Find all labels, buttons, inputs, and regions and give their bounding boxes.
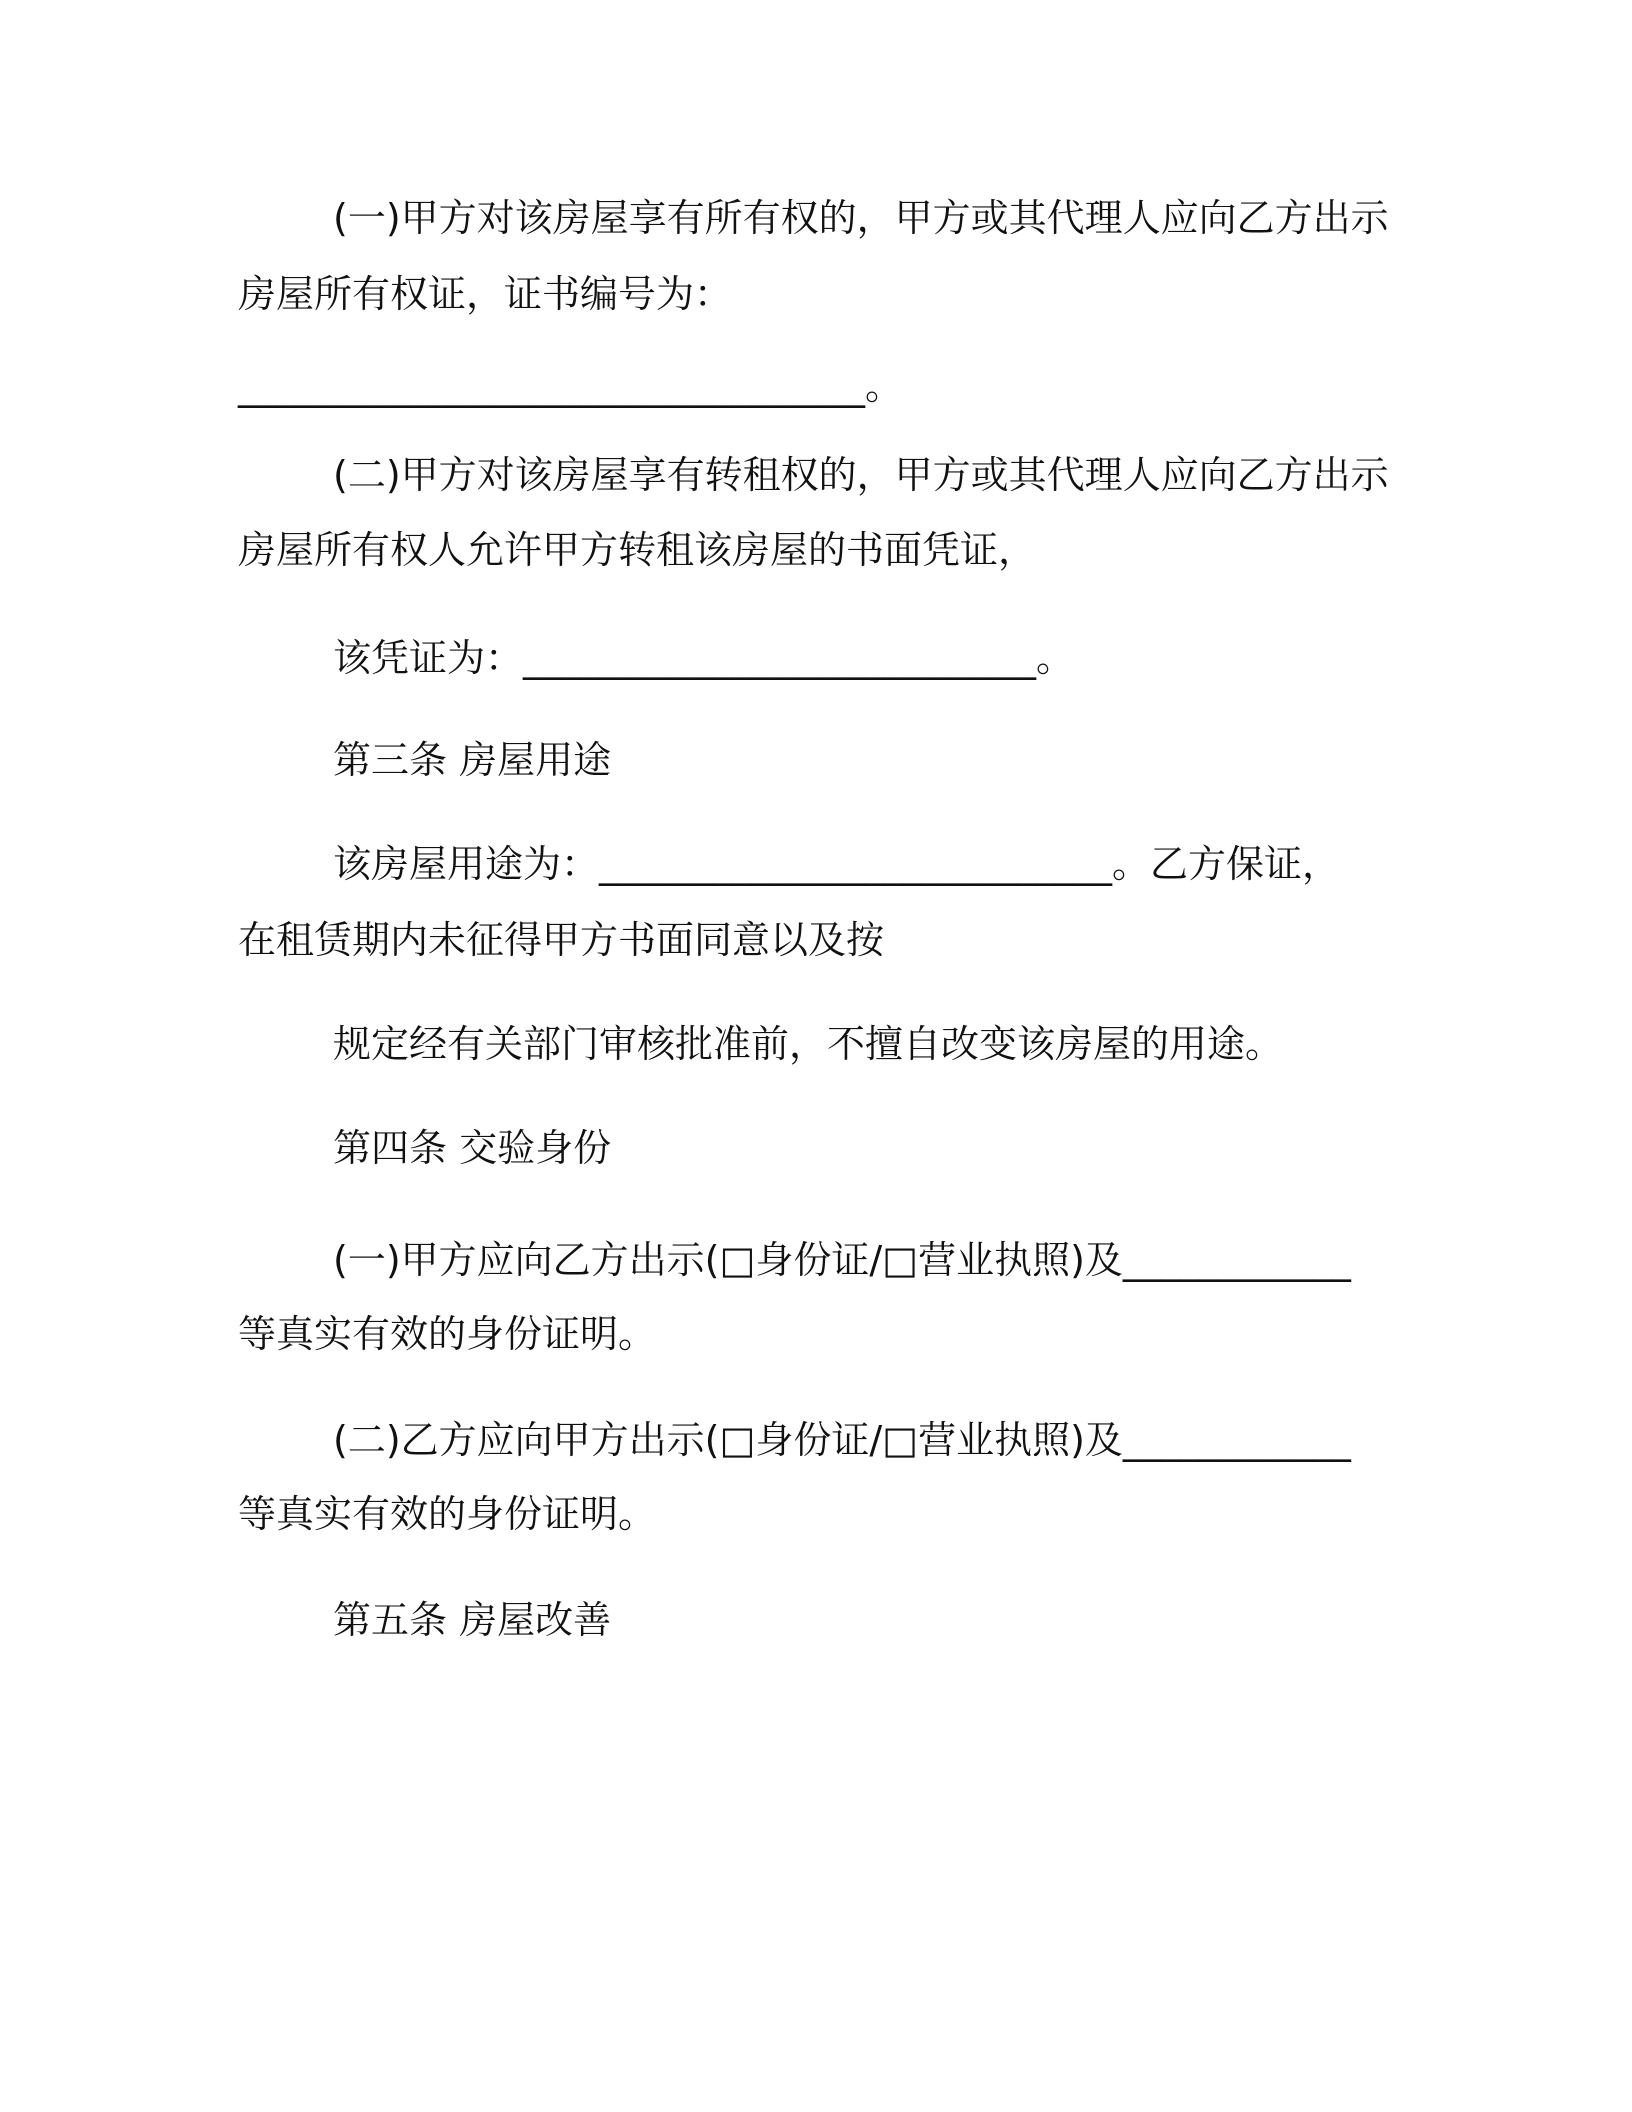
clause-3-line-2: 在租赁期内未征得甲方书面同意以及按 (238, 918, 885, 962)
clause-4-item-1-line-1: (一)甲方应向乙方出示(□身份证/□营业执照)及____________ (333, 1238, 1351, 1282)
clause-2-item-2-line-1: (二)甲方对该房屋享有转租权的，甲方或其代理人应向乙方出示 (333, 453, 1389, 497)
clause-3-line-1: 该房屋用途为：___________________________。乙方保证， (333, 842, 1341, 886)
clause-2-item-2-line-2: 房屋所有权人允许甲方转租该房屋的书面凭证， (238, 528, 1037, 572)
clause-4-item-2-line-2: 等真实有效的身份证明。 (238, 1492, 657, 1536)
certificate-number-blank: _________________________________。 (238, 364, 904, 408)
clause-2-item-1-line-1: (一)甲方对该房屋享有所有权的，甲方或其代理人应向乙方出示 (333, 196, 1389, 240)
clause-4-item-1-line-2: 等真实有效的身份证明。 (238, 1312, 657, 1356)
clause-4-heading: 第四条 交验身份 (333, 1126, 612, 1170)
clause-3-heading: 第三条 房屋用途 (333, 738, 612, 782)
clause-3-line-3: 规定经有关部门审核批准前，不擅自改变该房屋的用途。 (333, 1022, 1284, 1066)
voucher-blank-line: 该凭证为：___________________________。 (333, 636, 1075, 680)
clause-2-item-1-line-2: 房屋所有权证，证书编号为： (238, 272, 733, 316)
clause-5-heading: 第五条 房屋改善 (333, 1598, 612, 1642)
clause-4-item-2-line-1: (二)乙方应向甲方出示(□身份证/□营业执照)及____________ (333, 1418, 1351, 1462)
